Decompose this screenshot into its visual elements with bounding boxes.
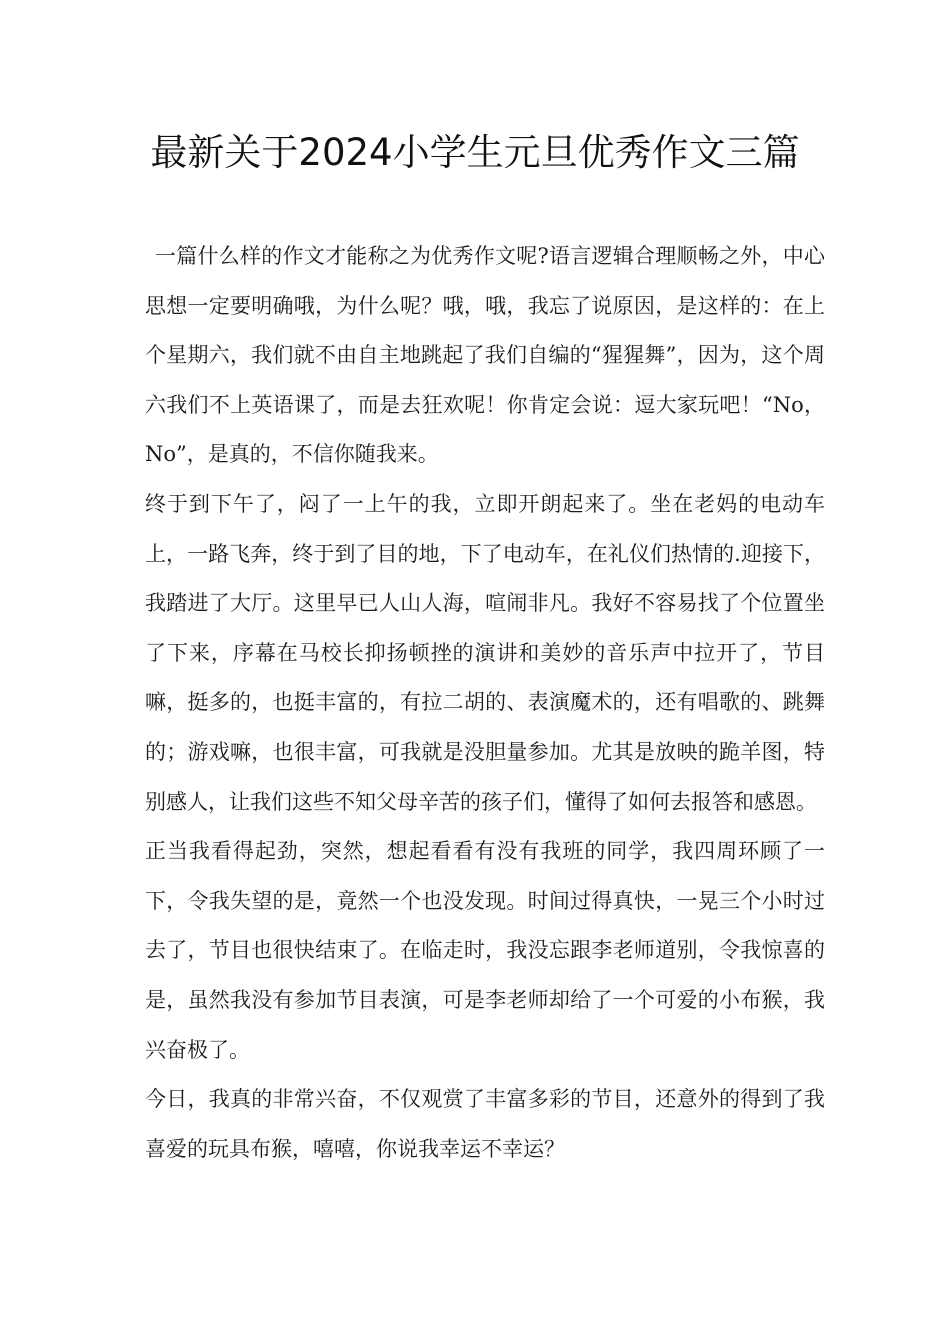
document-body bbox=[145, 232, 825, 1174]
paragraph-afternoon: 终于到下午了，闷了一上午的我，立即开朗起来了。坐在老妈的电动车上，一路飞奔，终于到了目的地，下了电动车，在礼仪们热情的.迎接下，我踏进了大厅。这里早已人山人海，喧闹非凡。我好不容易找了个位置坐了下来，序幕在马校长抑扬顿挫的演讲和美妙的音乐声中拉开了，节目嘛，挺多的，也挺丰富的，有拉二胡的、表演魔术的，还有唱歌的、跳舞的；游戏嘛，也很丰富，可我就是没胆量参加。尤其是放映的跪羊图，特别感人，让我们这些不知父母辛苦的孩子们，懂得了如何去报答和感恩。 bbox=[145, 491, 825, 814]
paragraph-intro: 一篇什么样的作文才能称之为优秀作文呢?语言逻辑合理顺畅之外，中心思想一定要明确哦，为什么呢？哦，哦，我忘了说原因，是这样的：在上个星期六，我们就不由自主地跳起了我们自编的“猩猩舞”，因为，这个周六我们不上英语课了，而是去狂欢呢！你肯定会说：逗大家玩吧！“No，No”，是真的，不信你随我来。 bbox=[145, 244, 825, 467]
document-title: 最新关于2024小学生元旦优秀作文三篇 bbox=[150, 131, 800, 174]
paragraph-classmates: 正当我看得起劲，突然，想起看看有没有我班的同学，我四周环顾了一下，令我失望的是，竟然一个也没发现。时间过得真快，一晃三个小时过去了，节目也很快结束了。在临走时，我没忘跟李老师道别，令我惊喜的是，虽然我没有参加节目表演，可是李老师却给了一个可爱的小布猴，我兴奋极了。 bbox=[145, 839, 825, 1062]
paragraph-conclusion: 今日，我真的非常兴奋，不仅观赏了丰富多彩的节目，还意外的得到了我喜爱的玩具布猴，嘻嘻，你说我幸运不幸运？ bbox=[145, 1087, 825, 1161]
